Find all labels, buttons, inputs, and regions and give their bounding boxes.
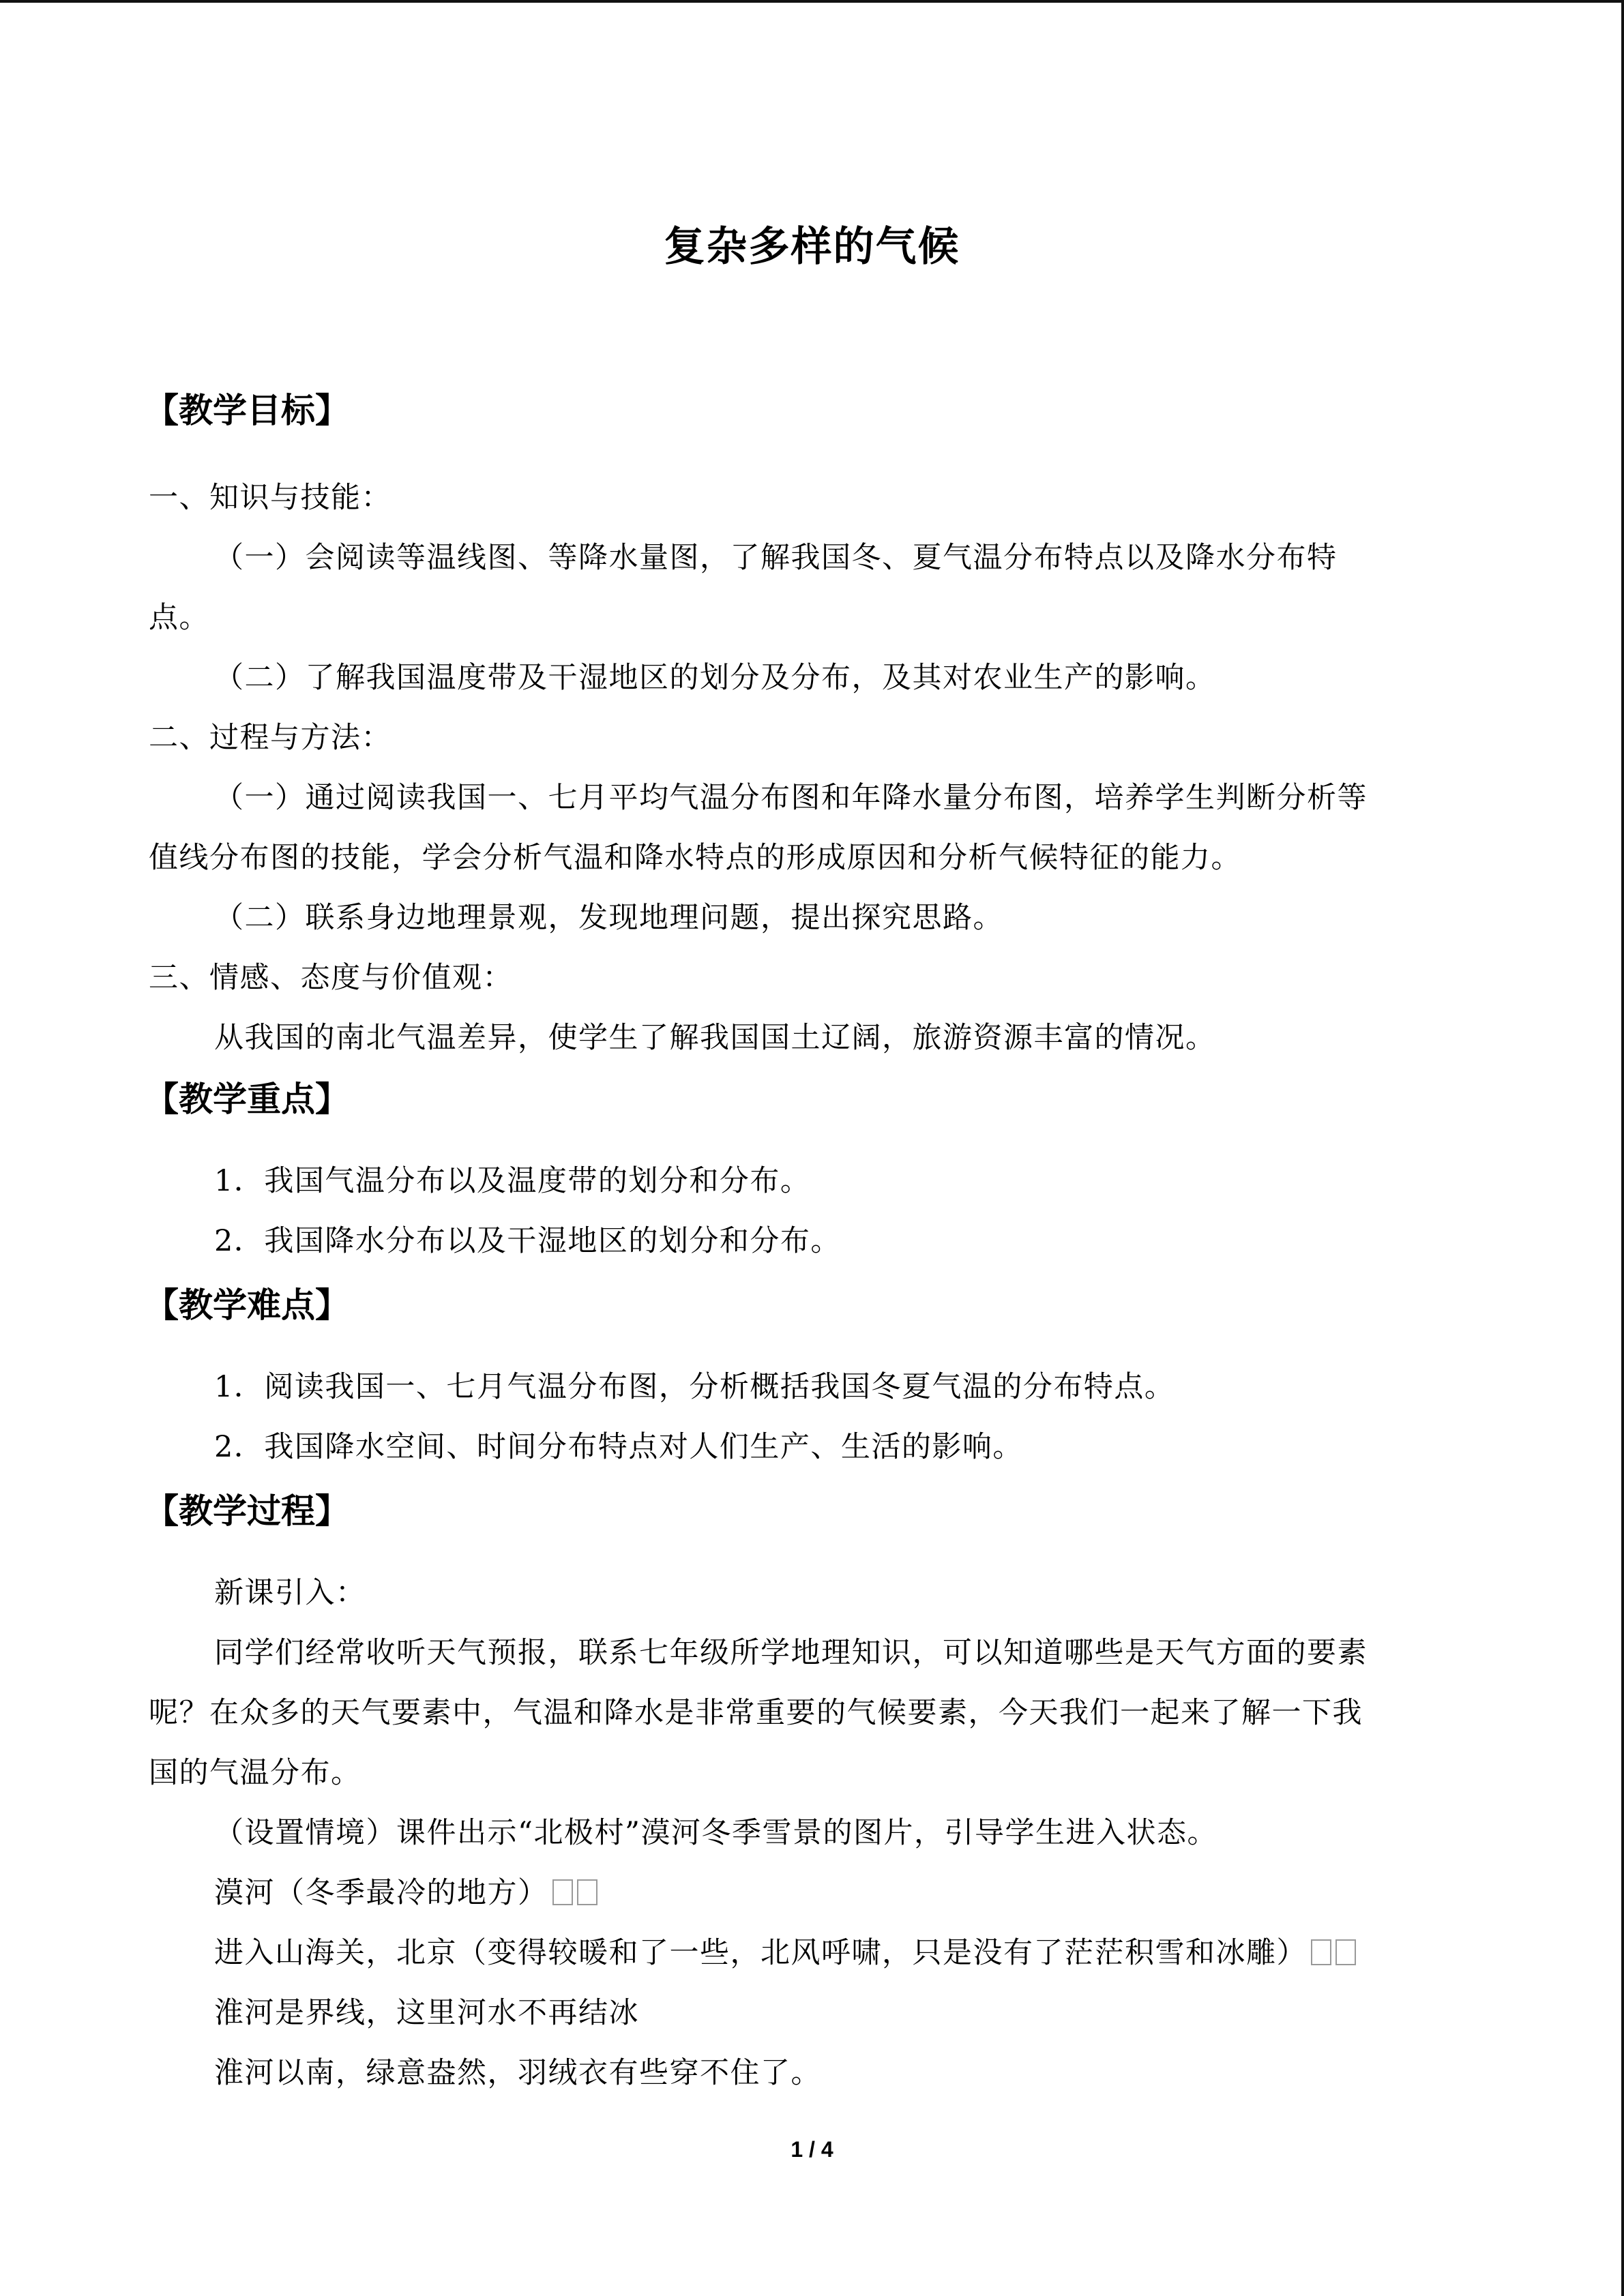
intro-paragraph-line-3: 国的气温分布。 <box>149 1756 361 1790</box>
beijing-text: 进入山海关，北京（变得较暖和了一些，北风呼啸，只是没有了茫茫积雪和冰雕） <box>214 1936 1307 1970</box>
process-method-item-2: （二）联系身边地理景观，发现地理问题，提出探究思路。 <box>214 901 1003 935</box>
section-heading-key-points: 【教学重点】 <box>145 1079 349 1119</box>
document-title: 复杂多样的气候 <box>664 223 960 271</box>
knowledge-item-1: （一）会阅读等温线图、等降水量图，了解我国冬、夏气温分布特点以及降水分布特 <box>214 541 1338 575</box>
knowledge-label: 一、知识与技能： <box>149 481 392 515</box>
intro-label: 新课引入： <box>214 1576 366 1610</box>
key-point-2: 2．我国降水分布以及干湿地区的划分和分布。 <box>214 1224 841 1258</box>
section-heading-difficulties: 【教学难点】 <box>145 1285 349 1325</box>
missing-glyph-icon <box>1311 1939 1331 1965</box>
mohe-line <box>214 1873 597 1913</box>
process-method-item-1-cont: 值线分布图的技能，学会分析气温和降水特点的形成原因和分析气候特征的能力。 <box>149 841 1241 875</box>
knowledge-item-1-cont: 点。 <box>149 601 209 635</box>
values-label: 三、情感、态度与价值观： <box>149 961 513 995</box>
missing-glyph-icon <box>1335 1939 1356 1965</box>
huaihe-line: 淮河是界线，这里河水不再结冰 <box>214 1996 639 2030</box>
beijing-line <box>214 1933 1356 1973</box>
missing-glyph-icon <box>552 1879 573 1905</box>
mohe-text: 漠河（冬季最冷的地方） <box>214 1876 548 1910</box>
key-point-1: 1．我国气温分布以及温度带的划分和分布。 <box>214 1164 811 1198</box>
section-heading-objectives: 【教学目标】 <box>145 391 349 430</box>
page-number: 1 / 4 <box>791 2137 833 2162</box>
south-line: 淮河以南，绿意盎然，羽绒衣有些穿不住了。 <box>214 2056 821 2090</box>
knowledge-item-2: （二）了解我国温度带及干湿地区的划分及分布，及其对农业生产的影响。 <box>214 661 1216 695</box>
scenario-line: （设置情境）课件出示“北极村”漠河冬季雪景的图片，引导学生进入状态。 <box>214 1816 1217 1850</box>
values-item-1: 从我国的南北气温差异，使学生了解我国国土辽阔，旅游资源丰富的情况。 <box>214 1021 1216 1055</box>
process-method-item-1: （一）通过阅读我国一、七月平均气温分布图和年降水量分布图，培养学生判断分析等 <box>214 781 1368 815</box>
difficulty-1: 1．阅读我国一、七月气温分布图，分析概括我国冬夏气温的分布特点。 <box>214 1370 1175 1404</box>
process-method-label: 二、过程与方法： <box>149 721 392 755</box>
missing-glyph-icon <box>577 1879 597 1905</box>
difficulty-2: 2．我国降水空间、时间分布特点对人们生产、生活的影响。 <box>214 1430 1023 1464</box>
section-heading-process: 【教学过程】 <box>145 1491 349 1531</box>
intro-paragraph-line-1: 同学们经常收听天气预报，联系七年级所学地理知识，可以知道哪些是天气方面的要素 <box>214 1636 1368 1670</box>
intro-paragraph-line-2: 呢？在众多的天气要素中，气温和降水是非常重要的气候要素，今天我们一起来了解一下我 <box>149 1696 1363 1730</box>
